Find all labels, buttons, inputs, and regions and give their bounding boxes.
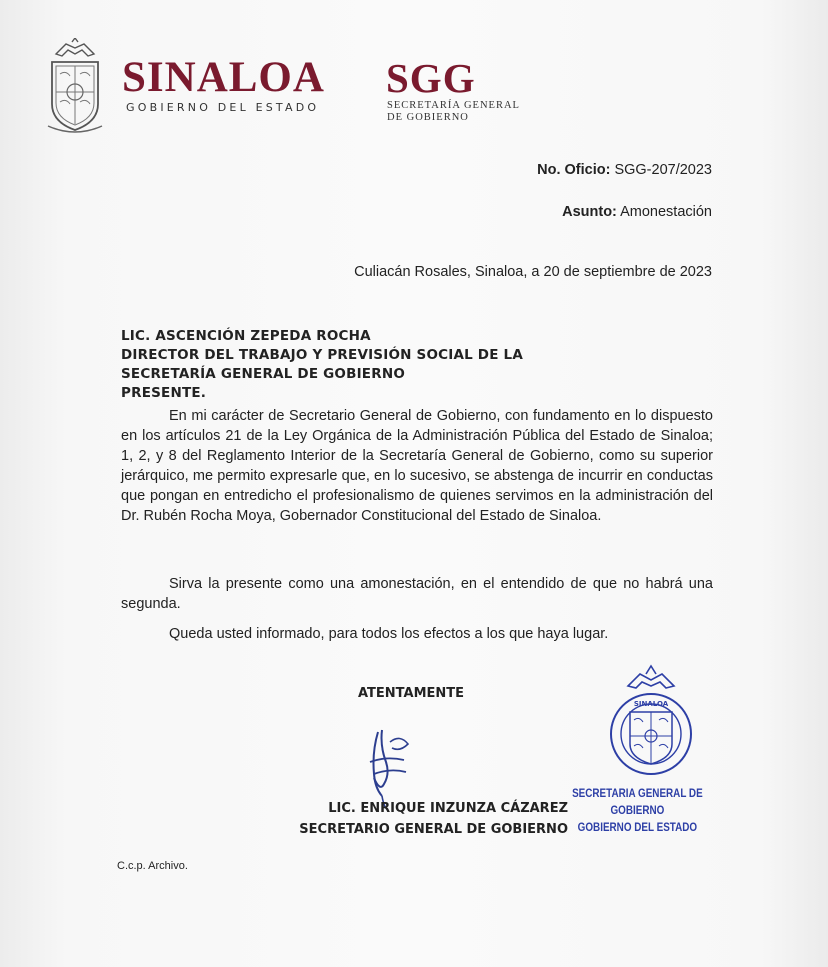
body-paragraph-3: Queda usted informado, para todos los efectos a los que haya lugar. bbox=[169, 626, 609, 642]
oficio-value: SGG-207/2023 bbox=[614, 162, 712, 178]
asunto-line bbox=[562, 204, 712, 220]
oficio-label: No. Oficio: bbox=[537, 162, 611, 178]
brand-sgg-wordmark: SGG bbox=[386, 55, 476, 101]
ccp-note: C.c.p. Archivo. bbox=[117, 860, 188, 872]
closing-salutation: ATENTAMENTE bbox=[358, 686, 465, 701]
seal-caption-line-2: GOBIERNO DEL ESTADO bbox=[577, 822, 698, 834]
official-seal-icon bbox=[606, 664, 696, 784]
place-date: Culiacán Rosales, Sinaloa, a 20 de septiembre de 2023 bbox=[354, 264, 712, 280]
brand-sgg-subtitle-line-2: DE GOBIERNO bbox=[387, 112, 469, 123]
signer-block bbox=[268, 798, 568, 840]
brand-sgg-subtitle-line-1: SECRETARÍA GENERAL bbox=[387, 100, 520, 111]
seal-caption bbox=[566, 786, 709, 837]
oficio-number bbox=[537, 162, 712, 178]
brand-sgg-subtitle bbox=[387, 100, 520, 124]
brand-sinaloa-wordmark: SINALOA bbox=[122, 54, 325, 101]
state-coat-of-arms-icon bbox=[44, 38, 106, 138]
signer-title: SECRETARIO GENERAL DE GOBIERNO bbox=[299, 822, 568, 837]
body-paragraph-1: En mi carácter de Secretario General de Gobierno, con fundamento en lo dispuesto en los artículos 21 de la Ley Orgánica de la Administración Pública del Estado de Sinaloa; 1, 2, y 8 del Reglamento Interior de la Secretaría General de Gobierno, como su superior jerárquico, me permito expresarle que, en lo sucesivo, se abstenga de incurrir en conductas que pongan en entredicho el profesionalismo de quienes servimos en la administración del Dr. Rubén Rocha Moya, Gobernador Constitucional del Estado de Sinaloa. bbox=[121, 408, 713, 524]
brand-sinaloa-subtitle: GOBIERNO DEL ESTADO bbox=[126, 101, 320, 114]
seal-caption-line-1: SECRETARIA GENERAL DE GOBIERNO bbox=[572, 788, 703, 817]
addressee-name: LIC. ASCENCIÓN ZEPEDA ROCHA bbox=[121, 328, 371, 344]
body-paragraph-2: Sirva la presente como una amonestación, en el entendido de que no habrá una segunda. bbox=[121, 576, 713, 612]
asunto-value: Amonestación bbox=[620, 204, 712, 220]
signer-name: LIC. ENRIQUE INZUNZA CÁZAREZ bbox=[328, 801, 568, 816]
greeting: PRESENTE. bbox=[121, 385, 207, 401]
seal-ring-text: SINALOA bbox=[633, 700, 669, 708]
addressee-title-line-2: SECRETARÍA GENERAL DE GOBIERNO bbox=[121, 366, 406, 382]
addressee-title-line-1: DIRECTOR DEL TRABAJO Y PREVISIÓN SOCIAL DE LA bbox=[121, 347, 523, 363]
addressee-block bbox=[121, 327, 523, 403]
asunto-label: Asunto: bbox=[562, 204, 617, 220]
